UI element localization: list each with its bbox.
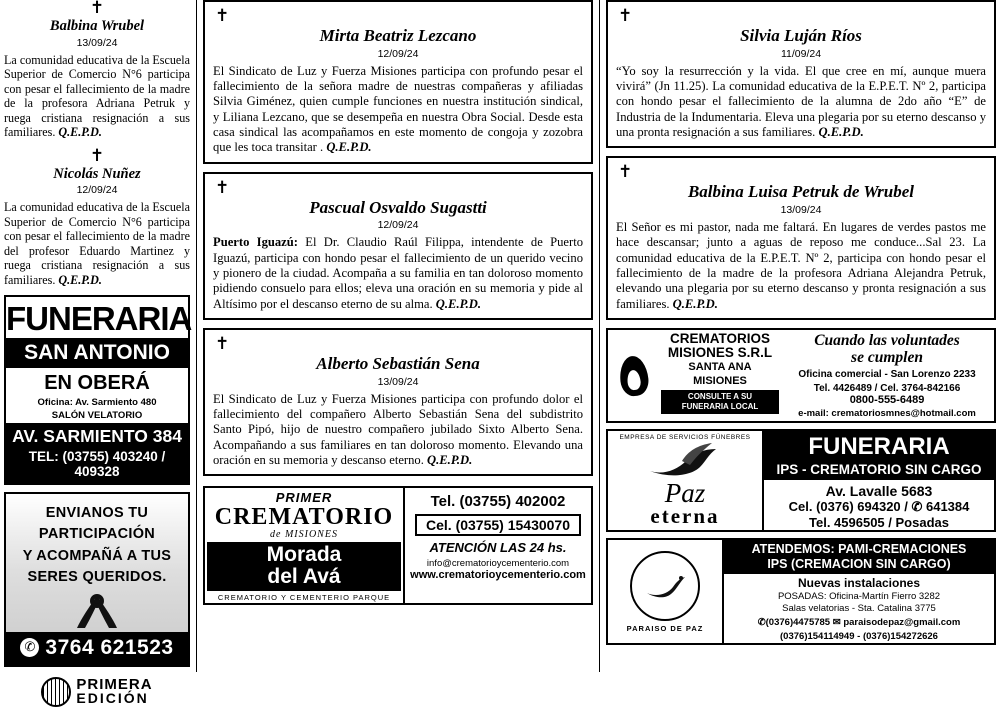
ad-crematorio: CREMATORIO bbox=[214, 504, 394, 531]
ad-salon: SALÓN VELATORIO bbox=[51, 409, 143, 421]
notice-body-text: El Señor es mi pastor, nada me faltará. En lugares de verdes pastos me hace descansar; junto a aguas de reposo me conduce...Sal 23. La comunidad educativa de la E.P.E.T. Nº 2, participa con hondo pesar el fallecimiento de la madre de la profesora Adriana Alejandra Petruk, elevando una plegaria por su eterno descanso y pronta resignación a sus familiares. bbox=[616, 219, 986, 311]
corner-ornament bbox=[203, 328, 212, 337]
paraiso-de-paz-ad bbox=[606, 538, 996, 645]
ad-cellphone: Cel. (03755) 15430070 bbox=[415, 514, 581, 536]
corner-ornament bbox=[203, 0, 212, 9]
ad-primer: PRIMER bbox=[275, 490, 333, 506]
deceased-name: Pascual Osvaldo Sugastti bbox=[309, 197, 487, 217]
notice-text bbox=[213, 392, 583, 469]
ad-title-2: MISIONES S.R.L bbox=[667, 345, 773, 361]
ad-contact-block bbox=[780, 330, 994, 421]
corner-ornament bbox=[606, 0, 615, 9]
ad-email: info@crematorioycementerio.com bbox=[426, 558, 570, 570]
corner-ornament bbox=[606, 139, 615, 148]
ad-subtitle: SAN ANTONIO bbox=[6, 338, 188, 368]
cross-icon: ✝ bbox=[215, 177, 230, 198]
ad-badge-line-1: CONSULTE A SU bbox=[687, 392, 753, 402]
crematorio-morada-ad bbox=[203, 486, 593, 605]
crematorios-misiones-ad bbox=[606, 328, 996, 423]
ad-website: www.crematorioycementerio.com bbox=[410, 569, 586, 582]
ad-telephone-2: (0376)154114949 - (0376)154272626 bbox=[780, 630, 938, 642]
cross-icon: ✝ bbox=[618, 162, 633, 183]
corner-ornament bbox=[203, 172, 212, 181]
notice-text bbox=[4, 200, 190, 287]
ad-address-1: POSADAS: Oficina-Martín Fierro 3282 bbox=[777, 590, 941, 602]
notice-date: 13/09/24 bbox=[780, 203, 822, 216]
ad-line-2: PARTICIPACIÓN bbox=[38, 526, 156, 543]
dove-icon bbox=[630, 551, 700, 621]
ad-telephone: Tel. (03755) 402002 bbox=[430, 493, 566, 511]
qepd-text: Q.E.P.D. bbox=[435, 296, 482, 311]
notice-body-text: El Sindicato de Luz y Fuerza Misiones participa con profundo dolor el fallecimiento del compañero Alberto Sebastián Sena del subdistrito Santo Pipó, hijo de nuestro compañero jubilado Sixto Alberto Sena. Acompañando a sus familiares en tan doloroso momento. Elevando una oración en su memoria y descanso eterno. bbox=[213, 391, 583, 468]
ad-office: Oficina comercial - San Lorenzo 2233 bbox=[798, 369, 976, 381]
ad-brand-name: PARAISO DE PAZ bbox=[626, 623, 704, 633]
column-left bbox=[0, 0, 196, 707]
ad-del-ava: del Avá bbox=[267, 565, 341, 589]
corner-ornament bbox=[203, 467, 212, 476]
ad-header-line-1: ATENDEMOS: PAMI-CREMACIONES bbox=[751, 542, 967, 557]
deceased-name: Mirta Beatriz Lezcano bbox=[319, 26, 477, 45]
ad-brand-block bbox=[660, 330, 780, 421]
flame-icon bbox=[618, 354, 650, 397]
notice-text bbox=[213, 64, 583, 156]
notice-body-text: El Dr. Claudio Raúl Filippa, intendente de Puerto Iguazú, participa con hondo pesar el fallecimiento de un querido vecino y pionero de la ciudad. Acompaña a su familia en tan doloroso momento pidiendo consuelo para ellos; eleva una oración en su memoria y pide al Altísimo por el descanso eterno de su alma. bbox=[213, 235, 583, 311]
deceased-name: Alberto Sebastián Sena bbox=[316, 354, 480, 374]
notice-text bbox=[213, 235, 583, 312]
funeraria-san-antonio-ad bbox=[4, 295, 190, 484]
paz-eterna-ad bbox=[606, 429, 996, 532]
ad-location-2: MISIONES bbox=[693, 374, 747, 387]
notice-body-text: “Yo soy la resurrección y la vida. El que cree en mí, aunque muera vivirá” (Jn 11.25). La comunidad educativa de la E.P.E.T. Nº 2, participa con hondo pesar el fallecimiento de la alumna de 2do año “E” de Industria de la Indumentaria. Eleva una plegaria por su eterno descanso y una pronta resignación a sus familiares. bbox=[616, 63, 986, 139]
corner-ornament bbox=[584, 467, 593, 476]
qepd-text: Q.E.P.D. bbox=[58, 272, 102, 287]
corner-ornament bbox=[987, 139, 996, 148]
corner-ornament bbox=[203, 155, 212, 164]
ad-slogan-1: Cuando las voluntades bbox=[814, 332, 960, 350]
obituary-notice bbox=[203, 0, 593, 164]
participacion-ad bbox=[4, 492, 190, 667]
notice-date: 11/09/24 bbox=[780, 47, 822, 60]
deceased-name: Balbina Luisa Petruk de Wrubel bbox=[687, 182, 915, 202]
ad-misiones: MISIONES bbox=[284, 529, 338, 541]
cross-icon: ✝ bbox=[89, 0, 105, 18]
ad-arch-text: EMPRESA DE SERVICIOS FÚNEBRES bbox=[619, 433, 751, 441]
ad-telephone-2: Tel. 4596505 / Posadas bbox=[809, 515, 949, 531]
ad-ips-line: IPS - CREMATORIO SIN CARGO bbox=[764, 462, 994, 480]
obituary-notice bbox=[4, 145, 190, 290]
column-right bbox=[600, 0, 1000, 672]
ad-brand-name: Paz bbox=[664, 477, 706, 508]
ad-telephones: Tel. 4426489 / Cel. 3764-842166 bbox=[813, 383, 961, 395]
qepd-text: Q.E.P.D. bbox=[58, 125, 102, 140]
whatsapp-icon: ✆ bbox=[20, 638, 39, 657]
ad-logo-block bbox=[608, 540, 724, 643]
notice-date: 12/09/24 bbox=[377, 219, 419, 232]
ad-address-2: Salas velatorias - Sta. Catalina 3775 bbox=[782, 602, 936, 614]
notice-date: 12/09/24 bbox=[76, 184, 118, 197]
cross-icon: ✝ bbox=[215, 6, 230, 26]
ad-badge-line-2: FUNERARIA LOCAL bbox=[681, 402, 759, 412]
corner-ornament bbox=[203, 311, 212, 320]
corner-ornament bbox=[584, 0, 593, 9]
ad-footer: CREMATORIO Y CEMENTERIO PARQUE bbox=[217, 593, 391, 603]
ad-de-word: de bbox=[270, 529, 282, 541]
whatsapp-bar bbox=[6, 632, 188, 665]
obituary-notice bbox=[4, 0, 190, 142]
publisher-name-top: PRIMERA bbox=[76, 676, 153, 694]
cross-icon: ✝ bbox=[215, 334, 230, 355]
deceased-name: Nicolás Nuñez bbox=[53, 165, 141, 182]
ad-address: Av. Lavalle 5683 bbox=[825, 483, 933, 500]
dove-icon bbox=[642, 441, 728, 481]
qepd-text: Q.E.P.D. bbox=[672, 296, 718, 311]
notice-body-text: La comunidad educativa de la Escuela Superior de Comercio N°6 participa con pesar el fallecimiento de la madre de la profesora Adriana Petruk y ruega cristiana resignación a sus familiares. bbox=[4, 52, 190, 140]
ad-header-line-2: IPS (CREMACION SIN CARGO) bbox=[767, 556, 951, 571]
ad-title: FUNERARIA bbox=[6, 300, 192, 338]
ad-brand-block bbox=[205, 488, 405, 603]
ad-morada: Morada bbox=[266, 543, 342, 567]
publisher-logo bbox=[4, 674, 190, 711]
ad-city: EN OBERÁ bbox=[44, 372, 150, 395]
notice-body-text: La comunidad educativa de la Escuela Superior de Comercio N°6 participa con pesar el fallecimiento de la madre del profesor Eduardo Martinez y ruega cristiana resignación a sus familiares. bbox=[4, 200, 190, 287]
whatsapp-number: 3764 621523 bbox=[45, 635, 174, 659]
ad-brand-eterna: eterna bbox=[650, 504, 720, 529]
notice-text bbox=[616, 220, 986, 312]
qepd-text: Q.E.P.D. bbox=[818, 124, 864, 139]
globe-icon bbox=[41, 677, 71, 707]
ad-header bbox=[724, 540, 994, 574]
publisher-name bbox=[76, 678, 152, 706]
publisher-name-bottom: EDICIÓN bbox=[76, 690, 149, 707]
corner-ornament bbox=[584, 172, 593, 181]
corner-ornament bbox=[584, 328, 593, 337]
ad-contact-block bbox=[764, 431, 994, 530]
notice-body-text: El Sindicato de Luz y Fuerza Misiones participa con profundo pesar el fallecimiento de la señora madre de nuestras compañeras y afiliadas Silvia Giménez, quien cumple funciones en nuestra institución sindical, y Liliana Lezcano, que se desempeña en nuestra Obra Social. Desde esta casa sindical las acompañamos en este momento de congoja y zozobra que les toca transitar . bbox=[213, 63, 583, 155]
deceased-name: Balbina Wrubel bbox=[49, 18, 145, 34]
qepd-text: Q.E.P.D. bbox=[326, 140, 372, 155]
ad-location-1: SANTA ANA bbox=[688, 361, 752, 374]
ad-subheading: Nuevas instalaciones bbox=[797, 575, 921, 590]
qepd-text: Q.E.P.D. bbox=[427, 453, 473, 468]
column-center bbox=[196, 0, 600, 672]
corner-ornament bbox=[584, 311, 593, 320]
mourning-ribbon-icon bbox=[6, 592, 188, 632]
ad-slogan-2: se cumplen bbox=[851, 349, 923, 367]
ad-line-4: SERES QUERIDOS. bbox=[27, 569, 167, 586]
obituary-notice bbox=[203, 328, 593, 476]
notice-date: 13/09/24 bbox=[377, 375, 419, 388]
ad-de bbox=[207, 529, 401, 540]
notice-text bbox=[616, 64, 986, 141]
cross-icon: ✝ bbox=[89, 145, 105, 166]
obituary-notice bbox=[606, 0, 996, 148]
notice-date: 13/09/24 bbox=[76, 36, 118, 49]
ad-line-3: Y ACOMPAÑÁ A TUS bbox=[22, 547, 172, 564]
obituary-notice bbox=[203, 172, 593, 320]
ad-line-1: ENVIANOS TU bbox=[45, 504, 149, 521]
corner-ornament bbox=[987, 311, 996, 320]
ad-hours: ATENCIÓN LAS 24 hs. bbox=[429, 540, 567, 556]
corner-ornament bbox=[606, 156, 615, 165]
ad-email: e-mail: crematoriosmnes@hotmail.com bbox=[798, 408, 976, 420]
deceased-name: Silvia Luján Ríos bbox=[740, 26, 862, 45]
ad-badge bbox=[661, 390, 779, 413]
corner-ornament bbox=[606, 311, 615, 320]
ad-telephone-1: ✆(0376)4475785 ✉ paraisodepaz@gmail.com bbox=[757, 616, 961, 628]
ad-office: Oficina: Av. Sarmiento 480 bbox=[37, 397, 157, 409]
ad-funeraria-title: FUNERARIA bbox=[764, 431, 994, 462]
notice-lead: Puerto Iguazú: bbox=[213, 235, 298, 250]
cross-icon: ✝ bbox=[618, 6, 633, 26]
ad-contact-block bbox=[405, 488, 591, 603]
ad-morada-block bbox=[207, 542, 401, 591]
corner-ornament bbox=[584, 155, 593, 164]
obituary-notice bbox=[606, 156, 996, 320]
ad-address: AV. SARMIENTO 384 bbox=[6, 423, 188, 449]
notice-text bbox=[4, 53, 190, 140]
ad-logo-block bbox=[608, 330, 660, 421]
ad-title-1: CREMATORIOS bbox=[669, 331, 770, 347]
corner-ornament bbox=[987, 0, 996, 9]
ad-free-phone: 0800-555-6489 bbox=[849, 394, 925, 407]
ad-telephone: TEL: (03755) 403240 / 409328 bbox=[6, 449, 188, 483]
corner-ornament bbox=[987, 156, 996, 165]
ad-logo-block bbox=[608, 431, 764, 530]
notice-date: 12/09/24 bbox=[377, 47, 419, 60]
ad-telephone-1: Cel. (0376) 694320 / ✆ 641384 bbox=[788, 499, 970, 515]
ad-contact-block bbox=[724, 540, 994, 643]
